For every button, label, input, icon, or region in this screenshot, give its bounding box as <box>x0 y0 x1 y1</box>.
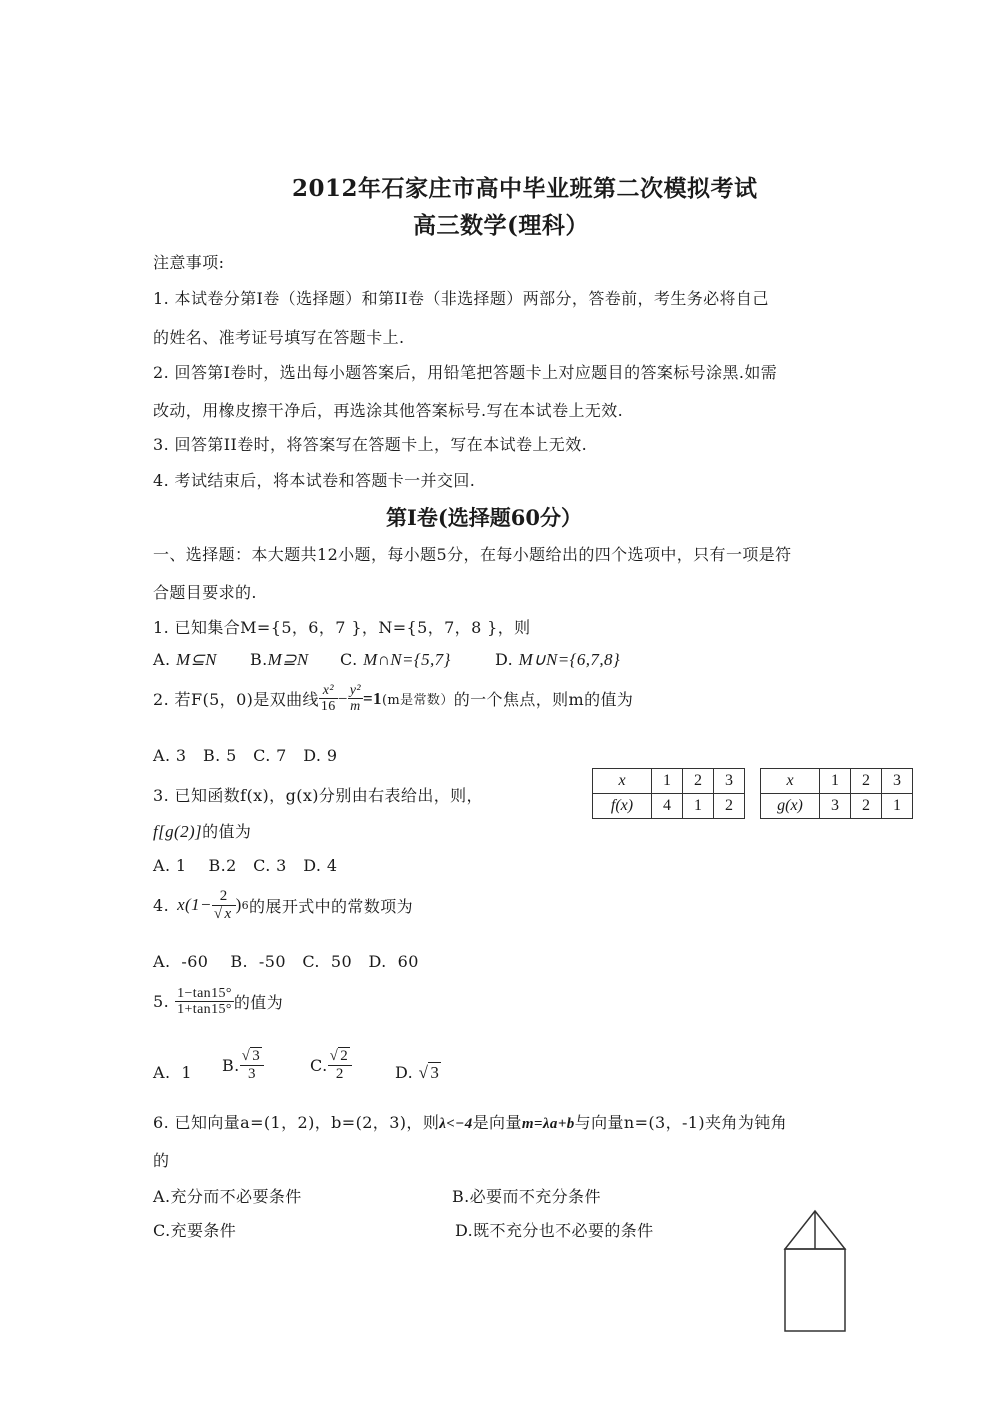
note-line-2: 的姓名、准考证号填写在答题卡上. <box>153 328 405 347</box>
q4-num: 4. <box>153 895 170 915</box>
q1-option-d <box>495 650 620 670</box>
q4-stem <box>153 888 413 922</box>
q1-c-math: M∩N={5,7} <box>363 650 451 669</box>
q5-text: 的值为 <box>233 993 284 1013</box>
table-f-row-label: f(x) <box>593 794 652 819</box>
q5-stem <box>153 986 283 1018</box>
q2-prefix: 2. 若F(5，0)是双曲线 <box>153 690 319 710</box>
q4-exp: 6 <box>241 898 250 912</box>
table-f-header-cell: 2 <box>683 769 714 794</box>
table-g-header-cell: 3 <box>882 769 913 794</box>
q5-option-c <box>310 1048 352 1082</box>
q2-suffix: 的一个焦点，则m的值为 <box>453 690 634 710</box>
q3-options: A. 1 B.2 C. 3 D. 4 <box>153 856 338 875</box>
note-line-5: 3. 回答第II卷时，将答案写在答题卡上，写在本试卷上无效. <box>153 435 588 454</box>
table-g-row-label: g(x) <box>761 794 820 819</box>
q5-option-b <box>222 1048 264 1082</box>
q1-stem: 1. 已知集合M={5，6，7 }，N={5，7，8 }，则 <box>153 618 531 637</box>
q5-c-sqrt: 2 <box>340 1048 349 1064</box>
q2-stem <box>153 683 633 715</box>
q1-option-b <box>250 650 309 670</box>
table-g-cell: 2 <box>851 794 882 819</box>
q3-line2 <box>153 819 251 842</box>
table-g <box>760 768 913 819</box>
q5-d-sqrt: 3 <box>430 1063 440 1082</box>
exam-subtitle: 高三数学(理科） <box>413 212 589 239</box>
table-g-header-cell: 1 <box>820 769 851 794</box>
q4-expr-post: ) <box>235 895 242 914</box>
q4-frac-den: √ x <box>213 905 232 922</box>
q2-frac1-den: 16 <box>320 699 336 715</box>
q6-suffix: 与向量n=(3，-1)夹角为钝角 <box>574 1113 788 1132</box>
table-g-cell: 1 <box>882 794 913 819</box>
q3-line2-suffix: 的值为 <box>202 822 252 841</box>
q2-eq: =1 <box>362 688 382 708</box>
q2-frac2-num: y² <box>349 683 361 698</box>
section-title: 第Ⅰ卷(选择题60分） <box>386 505 582 530</box>
q6-option-a: A.充分而不必要条件 <box>153 1187 302 1206</box>
q5-b-label: B. <box>222 1055 240 1075</box>
q2-minus: − <box>337 688 348 708</box>
table-f-cell: 4 <box>652 794 683 819</box>
q1-b-math: M⊇N <box>267 650 309 669</box>
q5-c-den: 2 <box>335 1065 344 1082</box>
q6-vec: m=λa+b <box>521 1116 575 1132</box>
table-f-header-cell: 1 <box>652 769 683 794</box>
q3-expr: f[g(2)] <box>153 822 203 841</box>
three-view-figure <box>775 1205 865 1355</box>
q6-mid: 是向量 <box>472 1113 522 1132</box>
q5-frac-den: 1+tan15° <box>177 1002 232 1018</box>
exam-title: 2012年石家庄市高中毕业班第二次模拟考试 <box>292 175 758 202</box>
section-intro-2: 合题目要求的. <box>153 583 257 602</box>
q5-frac <box>175 986 234 1018</box>
q2-note: (m是常数） <box>381 693 454 709</box>
q5-frac-num: 1−tan15° <box>177 986 232 1001</box>
q2-options: A. 3 B. 5 C. 7 D. 9 <box>153 746 338 765</box>
q5-c-label: C. <box>310 1055 328 1075</box>
q6-line2: 的 <box>153 1151 170 1170</box>
q5-c-frac <box>328 1048 353 1082</box>
table-g-cell: 3 <box>820 794 851 819</box>
q5-b-sqrt: 3 <box>252 1048 261 1064</box>
q5-option-d <box>395 1063 441 1083</box>
q1-d-math: M∪N={6,7,8} <box>518 650 621 669</box>
table-f-header-cell: 3 <box>714 769 745 794</box>
note-line-6: 4. 考试结束后，将本试卷和答题卡一并交回. <box>153 471 476 490</box>
q5-num: 5. <box>153 992 170 1012</box>
q5-option-a: A. 1 <box>153 1063 192 1082</box>
figure-rectangle <box>785 1249 845 1331</box>
q2-frac1-num: x² <box>319 683 338 699</box>
table-g-header-label: x <box>761 769 820 794</box>
table-g-header-cell: 2 <box>851 769 882 794</box>
q5-c-num: √ 2 <box>328 1048 353 1066</box>
q1-c-label: C. <box>340 650 358 669</box>
q2-frac-2 <box>348 683 363 715</box>
q1-option-c <box>340 650 451 670</box>
q1-d-label: D. <box>495 650 514 669</box>
q4-text: 的展开式中的常数项为 <box>249 896 414 916</box>
table-f <box>592 768 745 819</box>
q1-option-a <box>153 650 217 670</box>
table-f-header-label: x <box>593 769 652 794</box>
q6-option-b: B.必要而不充分条件 <box>452 1187 601 1206</box>
table-f-cell: 1 <box>683 794 714 819</box>
note-line-1: 1. 本试卷分第Ⅰ卷（选择题）和第II卷（非选择题）两部分，答卷前，考生务必将自己 <box>153 289 769 308</box>
q6-option-d: D.既不充分也不必要的条件 <box>455 1221 654 1240</box>
section-intro-1: 一、选择题：本大题共12小题，每小题5分，在每小题给出的四个选项中，只有一项是符 <box>153 545 792 564</box>
q5-b-num: √ 3 <box>240 1048 265 1066</box>
q4-sqrt-body: x <box>224 905 232 922</box>
q4-expr-pre: x(1− <box>177 895 212 914</box>
q1-a-math: M⊆N <box>175 650 217 669</box>
q5-b-den: 3 <box>247 1065 256 1082</box>
q4-frac-num: 2 <box>212 888 236 906</box>
q6-prefix: 6. 已知向量a=(1，2)，b=(2，3)，则 <box>153 1113 440 1132</box>
table-f-cell: 2 <box>714 794 745 819</box>
q5-d-math: √ 3 <box>418 1063 440 1082</box>
q2-frac-1 <box>319 683 338 715</box>
q6-stem <box>153 1110 787 1133</box>
q2-frac2-den: m <box>350 699 361 715</box>
note-line-4: 改动，用橡皮擦干净后，再选涂其他答案标号.写在本试卷上无效. <box>153 401 624 420</box>
q6-option-c: C.充要条件 <box>153 1221 237 1240</box>
q1-b-label: B. <box>250 650 268 669</box>
notes-heading: 注意事项: <box>153 253 225 272</box>
q5-d-label: D. <box>395 1063 414 1082</box>
q4-options: A. -60 B. -50 C. 50 D. 60 <box>153 952 419 971</box>
q1-a-label: A. <box>153 650 171 669</box>
q3-line1: 3. 已知函数f(x)，g(x)分别由右表给出，则， <box>153 786 483 805</box>
note-line-3: 2. 回答第Ⅰ卷时，选出每小题答案后，用铅笔把答题卡上对应题目的答案标号涂黑.如需 <box>153 363 778 382</box>
q5-b-frac <box>240 1048 265 1082</box>
q6-cond: λ<−4 <box>439 1116 473 1132</box>
q4-frac <box>212 888 236 922</box>
